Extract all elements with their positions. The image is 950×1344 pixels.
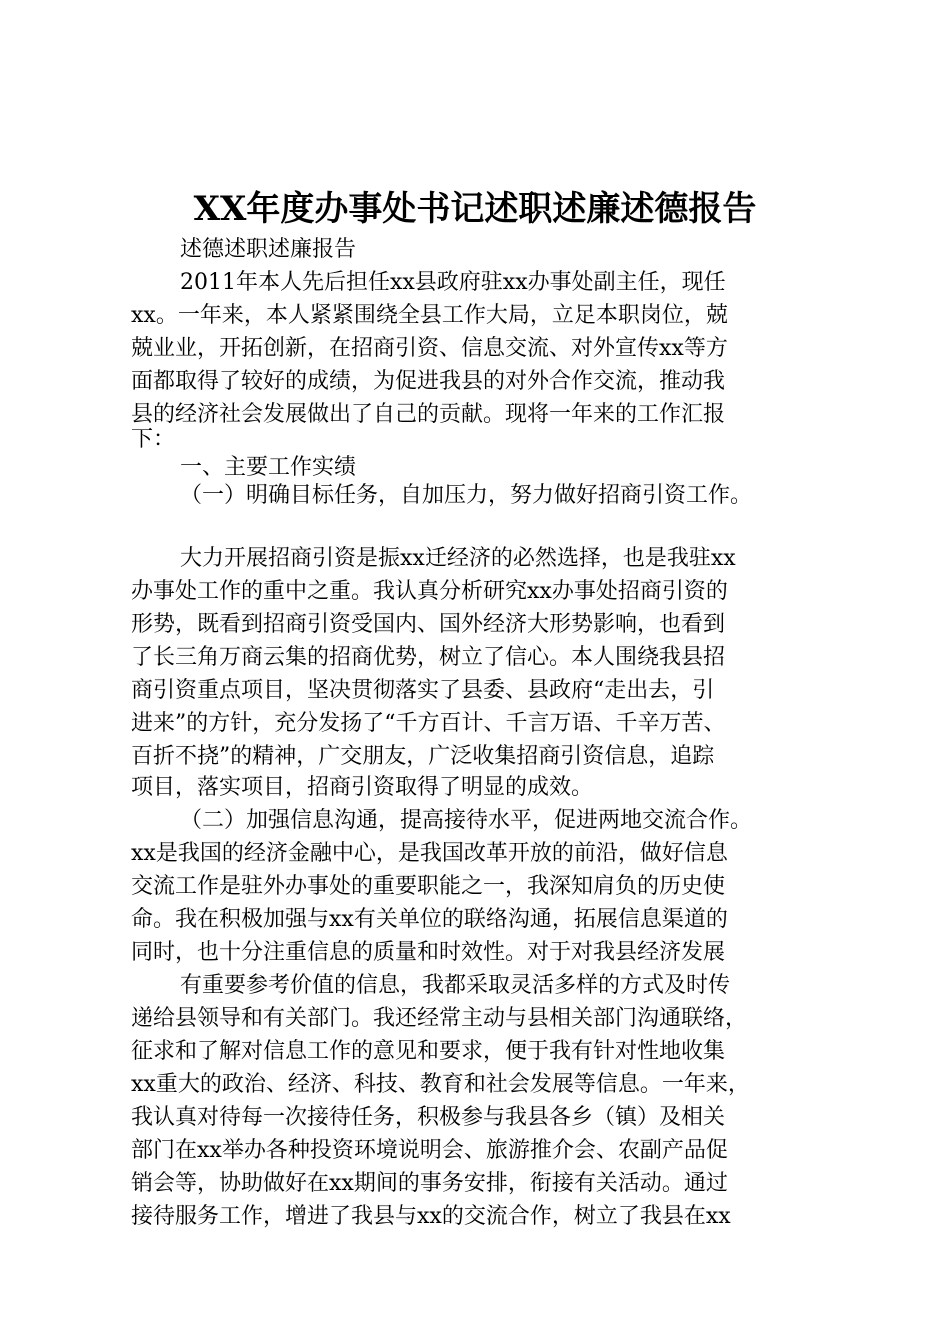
paragraph-line: xx是我国的经济金融中心，是我国改革开放的前沿，做好信息 [131,841,728,866]
document-title: XX年度办事处书记述职述廉述德报告 [193,189,757,229]
paragraph-line: 我认真对待每一次接待任务，积极参与我县各乡（镇）及相关 [131,1105,726,1130]
subsection-heading: （二）加强信息沟通，提高接待水平，促进两地交流合作。 [180,808,753,833]
paragraph-line: 进来”的方针，充分发扬了“千方百计、千言万语、千辛万苦、 [131,711,726,736]
section-heading: 一、主要工作实绩 [180,455,357,480]
paragraph-line: 县的经济社会发展做出了自己的贡献。现将一年来的工作汇报 [131,402,726,427]
paragraph-line: 商引资重点项目，坚决贯彻落实了县委、县政府“走出去，引 [131,678,715,703]
paragraph-line: 命。我在积极加强与xx有关单位的联络沟通，拓展信息渠道的 [131,907,728,932]
paragraph-line: 同时，也十分注重信息的质量和时效性。对于对我县经济发展 [131,940,726,965]
paragraph-line: 有重要参考价值的信息，我都采取灵活多样的方式及时传 [180,973,731,998]
paragraph-line: 接待服务工作，增进了我县与xx的交流合作，树立了我县在xx [131,1204,731,1229]
subsection-heading: （一）明确目标任务，自加压力，努力做好招商引资工作。 [180,483,753,508]
paragraph-line: 大力开展招商引资是振xx迁经济的必然选择，也是我驻xx [180,546,736,571]
paragraph-line: 百折不挠”的精神，广交朋友，广泛收集招商引资信息，追踪 [131,744,715,769]
paragraph-line: 部门在xx举办各种投资环境说明会、旅游推介会、农副产品促 [131,1138,728,1163]
paragraph-line: 项目，落实项目，招商引资取得了明显的成效。 [131,775,594,800]
paragraph-line: xx。一年来，本人紧紧围绕全县工作大局，立足本职岗位，兢 [131,303,728,328]
paragraph-line: 交流工作是驻外办事处的重要职能之一，我深知肩负的历史使 [131,874,726,899]
paragraph-line: 办事处工作的重中之重。我认真分析研究xx办事处招商引资的 [131,579,728,604]
paragraph-line: 销会等，协助做好在xx期间的事务安排，衔接有关活动。通过 [131,1171,728,1196]
paragraph-line: 面都取得了较好的成绩，为促进我县的对外合作交流，推动我 [131,369,726,394]
paragraph-line: 征求和了解对信息工作的意见和要求，便于我有针对性地收集 [131,1039,726,1064]
paragraph-line: 兢业业，开拓创新，在招商引资、信息交流、对外宣传xx等方 [131,336,728,361]
paragraph-line: 下： [131,427,176,452]
subtitle-line: 述德述职述廉报告 [180,237,357,262]
paragraph-line: 了长三角万商云集的招商优势，树立了信心。本人围绕我县招 [131,645,726,670]
paragraph-line: 形势，既看到招商引资受国内、国外经济大形势影响，也看到 [131,612,726,637]
paragraph-line: 2011年本人先后担任xx县政府驻xx办事处副主任，现任 [180,270,726,295]
paragraph-line: xx重大的政治、经济、科技、教育和社会发展等信息。一年来， [131,1072,750,1097]
paragraph-line: 递给县领导和有关部门。我还经常主动与县相关部门沟通联络， [131,1006,748,1031]
